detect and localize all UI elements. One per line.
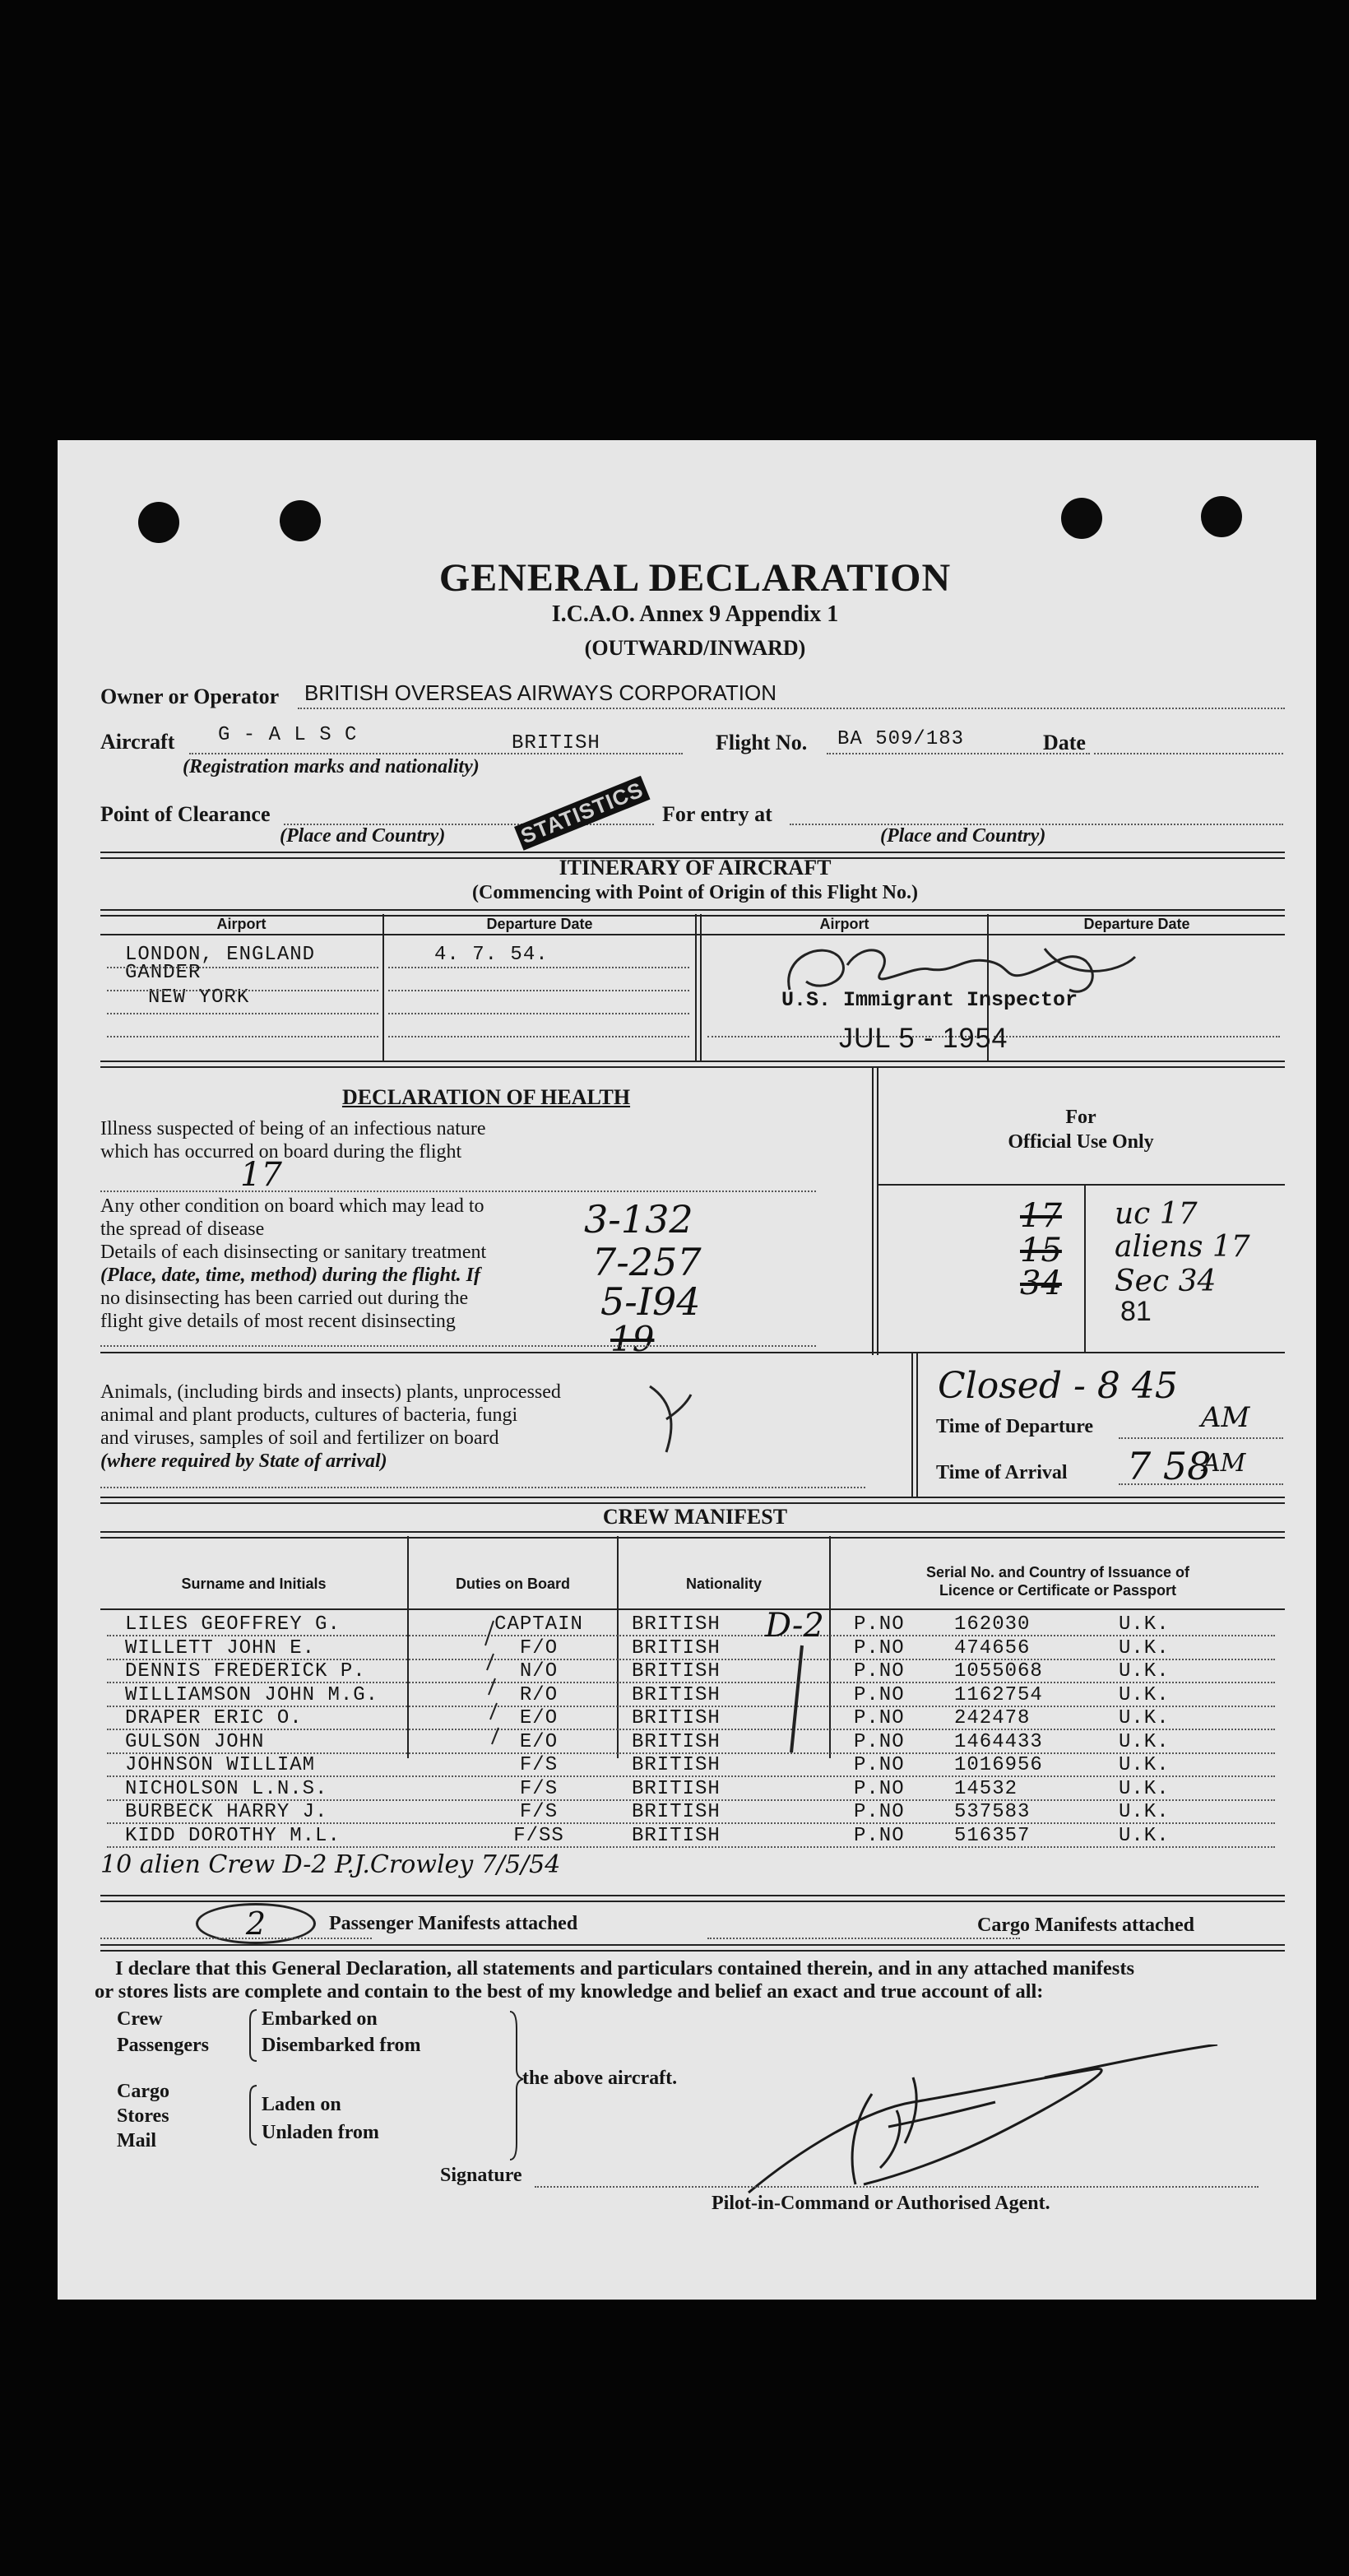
date-label: Date — [1043, 731, 1086, 754]
crew-nat-cell: BRITISH — [632, 1754, 721, 1776]
health-q3-line2: (Place, date, time, method) during the flight. If — [100, 1265, 480, 1286]
crew-country-cell: U.K. — [1119, 1777, 1170, 1800]
crew-col-rule — [100, 1608, 1285, 1610]
crew-col-serial-2: Licence or Certificate or Passport — [939, 1582, 1177, 1599]
date-dotted-line — [1094, 753, 1283, 754]
animals-line3: and viruses, samples of soil and fertilizer on board — [100, 1427, 499, 1449]
crew-country-cell: U.K. — [1119, 1683, 1170, 1706]
itinerary-col-airport: Airport — [216, 916, 267, 932]
itinerary-airport-1: LONDON, ENGLAND — [125, 944, 316, 966]
crew-hw-bottom: 10 alien Crew D-2 P.J.Crowley 7/5/54 — [100, 1850, 561, 1879]
health-q2-line1: Any other condition on board which may lead to — [100, 1195, 484, 1217]
crew-duty-cell: N/O — [519, 1660, 559, 1683]
animals-line1-text: Animals, (including birds and insects) plants, unprocessed — [100, 1381, 561, 1403]
place-hint-right: (Place and Country) — [880, 825, 1046, 847]
registration-hint: (Registration marks and nationality) — [183, 756, 480, 777]
health-hw-2: 7-257 — [592, 1240, 702, 1284]
crew-col-nationality: Nationality — [685, 1576, 762, 1592]
crew-name-cell: DRAPER ERIC O. — [125, 1707, 303, 1729]
aircraft-nationality: BRITISH — [512, 732, 600, 754]
time-of-departure-label: Time of Departure — [936, 1416, 1094, 1437]
health-q3-line4: flight give details of most recent disinsecting — [100, 1311, 456, 1332]
crew-col-serial-1: Serial No. and Country of Issuance of — [925, 1564, 1190, 1580]
crew-pno-cell: P.NO — [854, 1636, 905, 1659]
crew-num-cell: 1162754 — [954, 1683, 1043, 1706]
decl-above-aircraft: the above aircraft. — [522, 2068, 678, 2089]
signature-dotted-line — [535, 2186, 1259, 2188]
itinerary-row-line — [388, 1013, 689, 1014]
health-hw-17: 17 — [240, 1156, 282, 1194]
itinerary-row-line — [107, 1013, 378, 1014]
owner-value: BRITISH OVERSEAS AIRWAYS CORPORATION — [304, 680, 777, 705]
itinerary-divider — [695, 914, 697, 1061]
health-answer-line — [100, 1345, 816, 1347]
crew-col-name: Surname and Initials — [181, 1576, 327, 1592]
crew-name-cell: DENNIS FREDERICK P. — [125, 1660, 366, 1683]
health-hw-3: 5-I94 — [600, 1279, 701, 1324]
crew-pno-cell: P.NO — [854, 1613, 905, 1636]
crew-num-cell: 1464433 — [954, 1730, 1043, 1753]
crew-nat-cell: BRITISH — [632, 1801, 721, 1823]
official-divider — [1084, 1184, 1086, 1353]
punch-hole-icon — [1061, 498, 1102, 539]
arrival-dotted-line — [1119, 1483, 1283, 1485]
animals-checkmark — [642, 1378, 707, 1460]
declaration-form — [58, 440, 1316, 2300]
itinerary-bottom-rule — [100, 1061, 1285, 1068]
official-left-mark-2: 15 — [1020, 1232, 1062, 1269]
crew-nat-cell: BRITISH — [632, 1730, 721, 1753]
crew-nat-cell: BRITISH — [632, 1660, 721, 1683]
decl-mail: Mail — [117, 2130, 156, 2151]
health-q3-line3: no disinsecting has been carried out during the — [100, 1288, 469, 1309]
decl-unladen: Unladen from — [262, 2122, 379, 2143]
crew-country-cell: U.K. — [1119, 1660, 1170, 1683]
crew-country-cell: U.K. — [1119, 1613, 1170, 1636]
crew-country-cell: U.K. — [1119, 1636, 1170, 1659]
crew-row-line — [107, 1846, 1275, 1848]
form-subtitle: I.C.A.O. Annex 9 Appendix 1 — [551, 601, 839, 627]
itinerary-divider — [700, 914, 702, 1061]
animals-divider — [911, 1352, 913, 1497]
health-q1-line2: which has occurred on board during the flight — [100, 1141, 462, 1163]
official-81: 81 — [1120, 1296, 1152, 1327]
crew-hw-d2: D-2 — [765, 1607, 824, 1645]
closed-am: AM — [1201, 1401, 1250, 1434]
crew-name-cell: JOHNSON WILLIAM — [125, 1754, 316, 1776]
health-q3-line1: Details of each disinsecting or sanitary treatment — [100, 1242, 487, 1263]
crew-name-cell: LILES GEOFFREY G. — [125, 1613, 341, 1636]
official-right-mark-3: Sec 34 — [1115, 1265, 1217, 1298]
form-direction: (OUTWARD/INWARD) — [584, 636, 806, 660]
crew-num-cell: 474656 — [954, 1636, 1031, 1659]
departure-dotted-line — [1119, 1437, 1283, 1439]
crew-country-cell: U.K. — [1119, 1824, 1170, 1847]
crew-nat-cell: BRITISH — [632, 1777, 721, 1800]
crew-duty-cell: F/S — [519, 1801, 559, 1823]
itinerary-row-line — [388, 967, 689, 968]
crew-pno-cell: P.NO — [854, 1730, 905, 1753]
pilot-signature — [699, 2045, 1226, 2201]
official-left-mark-1: 17 — [1020, 1197, 1062, 1235]
signature-label: Signature — [440, 2165, 522, 2186]
itinerary-row-line — [107, 1036, 378, 1037]
crew-duty-marks — [411, 1613, 510, 1761]
place-hint-left: (Place and Country) — [280, 825, 446, 847]
itinerary-row-line — [994, 1036, 1280, 1037]
time-of-arrival-label: Time of Arrival — [936, 1462, 1068, 1483]
crew-divider — [617, 1536, 619, 1758]
itinerary-subtitle: (Commencing with Point of Origin of this Flight No.) — [472, 882, 918, 903]
crew-num-cell: 14532 — [954, 1777, 1018, 1800]
crew-pno-cell: P.NO — [854, 1824, 905, 1847]
crew-duty-cell: F/S — [519, 1777, 559, 1800]
crew-name-cell: GULSON JOHN — [125, 1730, 265, 1753]
crew-divider — [407, 1536, 409, 1758]
crew-num-cell: 242478 — [954, 1707, 1031, 1729]
closed-time: Closed - 8 45 — [938, 1365, 1178, 1407]
crew-pno-cell: P.NO — [854, 1777, 905, 1800]
crew-duty-cell: CAPTAIN — [494, 1613, 583, 1636]
crew-country-cell: U.K. — [1119, 1707, 1170, 1729]
crew-nat-cell: BRITISH — [632, 1824, 721, 1847]
crew-num-cell: 516357 — [954, 1824, 1031, 1847]
crew-num-cell: 537583 — [954, 1801, 1031, 1823]
animals-divider — [916, 1352, 918, 1497]
crew-nat-cell: BRITISH — [632, 1683, 721, 1706]
official-right-mark-1: uc 17 — [1115, 1197, 1198, 1231]
itinerary-title: ITINERARY OF AIRCRAFT — [559, 856, 832, 880]
animals-answer-line — [100, 1487, 865, 1488]
flight-number: BA 509/183 — [837, 728, 965, 750]
crew-nat-cell: BRITISH — [632, 1707, 721, 1729]
itinerary-departure-date: 4. 7. 54. — [434, 944, 549, 966]
itinerary-col-departure: Departure Date — [486, 916, 593, 932]
crew-duty-cell: F/SS — [513, 1824, 564, 1847]
crew-country-cell: U.K. — [1119, 1801, 1170, 1823]
crew-bottom-rule — [100, 1895, 1285, 1902]
crew-num-cell: 162030 — [954, 1613, 1031, 1636]
crew-num-cell: 1016956 — [954, 1754, 1043, 1776]
itinerary-row-line — [107, 990, 378, 991]
decl-disembarked: Disembarked from — [262, 2035, 421, 2056]
itinerary-row-line — [388, 990, 689, 991]
aircraft-registration: G - A L S C — [218, 724, 358, 746]
punch-hole-icon — [280, 500, 321, 541]
crew-name-cell: BURBECK HARRY J. — [125, 1801, 328, 1823]
aircraft-dotted-line — [189, 753, 683, 754]
owner-label: Owner or Operator — [100, 685, 280, 708]
itinerary-row-line — [388, 1036, 689, 1037]
clearance-label: Point of Clearance — [100, 802, 271, 826]
decl-crew: Crew — [117, 2008, 163, 2030]
crew-pno-cell: P.NO — [854, 1707, 905, 1729]
crew-name-cell: NICHOLSON L.N.S. — [125, 1777, 328, 1800]
crew-nat-cell: BRITISH — [632, 1613, 721, 1636]
crew-duty-cell: R/O — [519, 1683, 559, 1706]
crew-name-cell: WILLETT JOHN E. — [125, 1636, 316, 1659]
official-left-mark-3: 34 — [1020, 1265, 1062, 1302]
crew-country-cell: U.K. — [1119, 1754, 1170, 1776]
crew-pno-cell: P.NO — [854, 1801, 905, 1823]
form-title: GENERAL DECLARATION — [438, 556, 952, 600]
official-title-line1: For — [1065, 1107, 1096, 1128]
itinerary-airport-3: NEW YORK — [148, 986, 250, 1009]
cargo-manifests-label: Cargo Manifests attached — [977, 1915, 1194, 1936]
itinerary-airport-2: GANDER — [125, 962, 202, 984]
itinerary-col-departure-2: Departure Date — [1083, 916, 1190, 932]
health-divider — [872, 1067, 874, 1355]
crew-title: CREW MANIFEST — [602, 1505, 788, 1529]
punch-hole-icon — [1201, 496, 1242, 537]
decl-embarked: Embarked on — [262, 2008, 378, 2030]
decl-cargo: Cargo — [117, 2081, 169, 2102]
crew-nat-cell: BRITISH — [632, 1636, 721, 1659]
owner-dotted-line — [298, 708, 1285, 709]
pilot-label: Pilot-in-Command or Authorised Agent. — [712, 2193, 1050, 2214]
crew-top-rule — [100, 1497, 1285, 1504]
health-answer-line — [100, 1191, 816, 1192]
health-q2-line2: the spread of disease — [100, 1218, 265, 1240]
manifest-count: 2 — [196, 1903, 316, 1944]
crew-duty-cell: F/O — [519, 1636, 559, 1659]
arrival-am: AM — [1203, 1449, 1246, 1478]
decl-laden: Laden on — [262, 2094, 341, 2115]
crew-country-cell: U.K. — [1119, 1730, 1170, 1753]
crew-header-rule — [100, 1531, 1285, 1539]
animals-line1 — [100, 1381, 561, 1404]
crew-duty-cell: E/O — [519, 1707, 559, 1729]
aircraft-label: Aircraft — [100, 730, 175, 754]
health-hw-4: 19 — [610, 1319, 655, 1359]
entry-label: For entry at — [662, 802, 772, 826]
crew-duty-cell: E/O — [519, 1730, 559, 1753]
flight-label: Flight No. — [716, 731, 808, 754]
crew-name-cell: KIDD DOROTHY M.L. — [125, 1824, 341, 1847]
decl-passengers: Passengers — [117, 2035, 209, 2056]
declaration-line1: I declare that this General Declaration, all statements and particulars contained therein, and in any attached manifests — [115, 1957, 1135, 1980]
punch-hole-icon — [138, 502, 179, 543]
itinerary-row-line — [107, 967, 378, 968]
crew-pno-cell: P.NO — [854, 1660, 905, 1683]
official-right-mark-2: aliens 17 — [1115, 1230, 1250, 1264]
crew-name-cell: WILLIAMSON JOHN M.G. — [125, 1683, 379, 1706]
itinerary-divider — [382, 914, 384, 1061]
animals-top-rule — [100, 1352, 1285, 1353]
crew-pno-cell: P.NO — [854, 1754, 905, 1776]
declaration-line2: or stores lists are complete and contain to the best of my knowledge and belief an exact and true account of all: — [95, 1980, 1044, 2003]
inspector-stamp-date: JUL 5 - 1954 — [839, 1023, 1008, 1054]
health-q1-line1: Illness suspected of being of an infectious nature — [100, 1118, 486, 1139]
health-hw-1: 3-132 — [584, 1197, 693, 1242]
arrival-time: 7 58 — [1127, 1444, 1212, 1488]
animals-line2: animal and plant products, cultures of bacteria, fungi — [100, 1404, 518, 1426]
passenger-manifests-label: Passenger Manifests attached — [329, 1913, 578, 1934]
crew-pno-cell: P.NO — [854, 1683, 905, 1706]
crew-col-duties: Duties on Board — [455, 1576, 570, 1592]
official-title-line2: Official Use Only — [1008, 1131, 1154, 1153]
official-rule — [877, 1184, 1285, 1186]
animals-line4: (where required by State of arrival) — [100, 1450, 387, 1472]
itinerary-col-airport-2: Airport — [819, 916, 869, 932]
inspector-stamp: U.S. Immigrant Inspector — [781, 988, 1078, 1012]
crew-bracket-line — [781, 1641, 814, 1757]
decl-stores: Stores — [117, 2105, 169, 2127]
cargo-dotted-line — [707, 1938, 1020, 1939]
statistics-stamp: STATISTICS — [514, 776, 650, 851]
manifest-dotted-line — [100, 1938, 372, 1939]
crew-duty-cell: F/S — [519, 1754, 559, 1776]
health-title: DECLARATION OF HEALTH — [341, 1085, 631, 1109]
manifest-rule — [100, 1944, 1285, 1952]
crew-num-cell: 1055068 — [954, 1660, 1043, 1683]
